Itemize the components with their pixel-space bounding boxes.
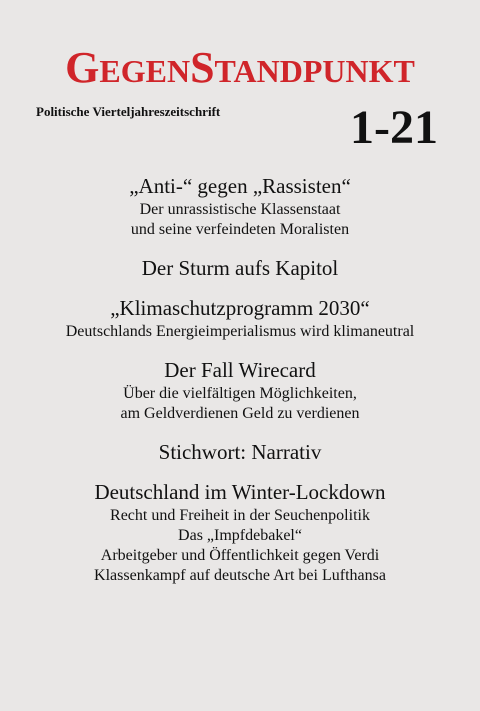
toc-subtitle: Klassenkampf auf deutsche Art bei Lufthansa: [94, 567, 386, 584]
toc-entry-anti-rassisten: [0, 174, 480, 240]
toc-subtitle: Deutschlands Energieimperialismus wird klimaneutral: [65, 323, 415, 340]
toc-subtitle: Über die vielfältigen Möglichkeiten,: [123, 385, 357, 402]
masthead-rest-1: EGEN: [99, 53, 191, 89]
toc-entry-wirecard: [0, 358, 480, 424]
toc-title: Der Sturm aufs Kapitol: [141, 256, 339, 280]
masthead-logo: [0, 43, 480, 92]
toc-subtitle: Arbeitgeber und Öffentlichkeit gegen Verdi: [100, 547, 380, 564]
toc-subtitle: Recht und Freiheit in der Seuchenpolitik: [110, 507, 370, 524]
toc-subtitle: am Geldverdienen Geld zu verdienen: [120, 405, 360, 422]
publication-subtitle: Politische Vierteljahreszeitschrift: [36, 104, 221, 119]
masthead-initial-g: G: [65, 43, 100, 92]
toc-subtitle: Der unrassistische Klassenstaat: [139, 201, 341, 218]
toc-title: „Klimaschutzprogramm 2030“: [110, 296, 370, 320]
toc-entry-kapitol: [0, 256, 480, 280]
issue-number: 1-21: [350, 101, 438, 154]
toc-entry-klimaschutz: [0, 296, 480, 342]
toc-title: Deutschland im Winter-Lockdown: [94, 480, 386, 504]
toc-subtitle: Das „Impfdebakel“: [178, 527, 302, 544]
toc-entry-lockdown: [0, 480, 480, 586]
masthead-initial-s: S: [190, 43, 215, 92]
toc-title: „Anti-“ gegen „Rassisten“: [129, 174, 351, 198]
toc-entry-narrativ: [0, 440, 480, 464]
table-of-contents: [0, 174, 480, 602]
masthead-rest-2: TANDPUNKT: [214, 53, 415, 89]
toc-title: Der Fall Wirecard: [164, 358, 316, 382]
toc-subtitle: und seine verfeindeten Moralisten: [130, 221, 350, 238]
toc-title: Stichwort: Narrativ: [158, 440, 322, 464]
